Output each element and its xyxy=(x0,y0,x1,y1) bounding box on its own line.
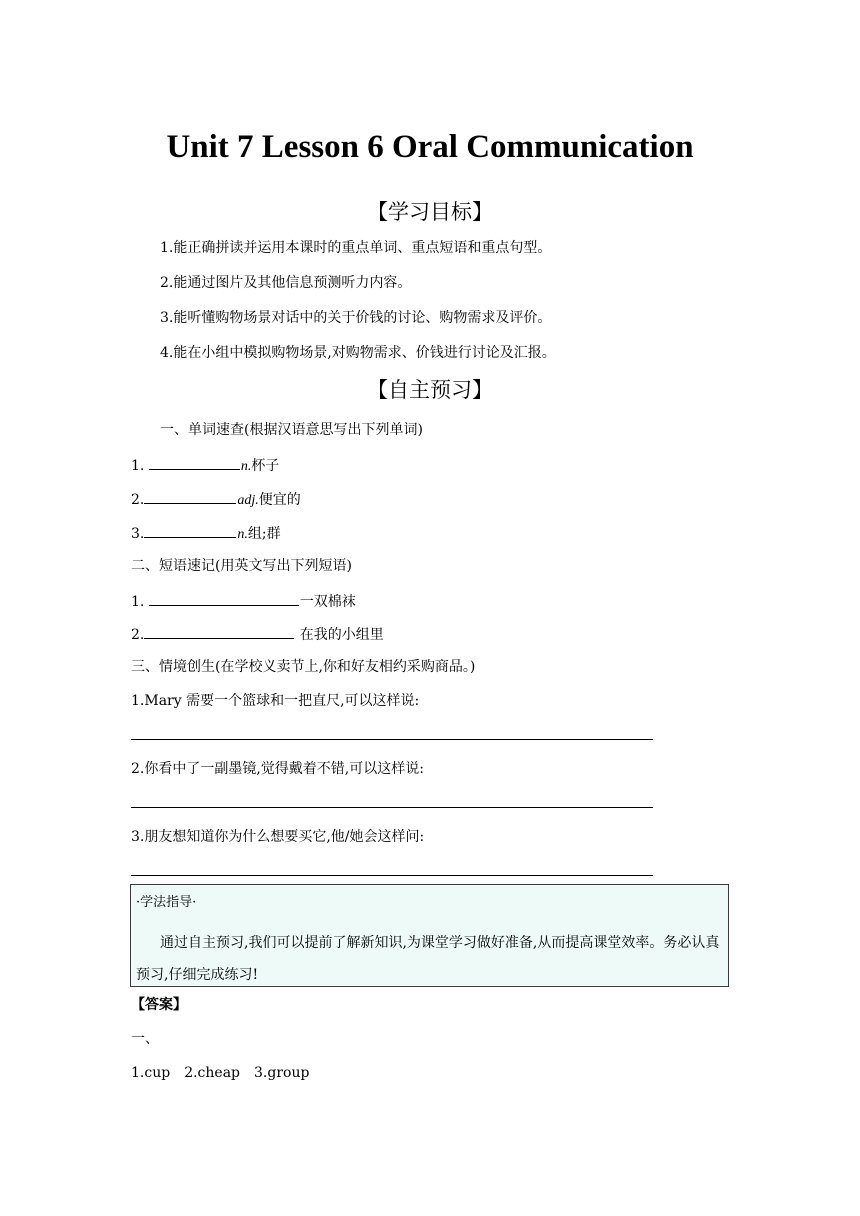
answer-blank[interactable] xyxy=(149,453,240,470)
study-tip-label: ·学法指导· xyxy=(136,895,197,910)
word-pos: adj. xyxy=(237,493,259,508)
answer-line[interactable] xyxy=(131,875,653,876)
phrase-item-2 xyxy=(131,622,384,646)
answer-blank[interactable] xyxy=(149,589,299,606)
word-number: 2. xyxy=(131,492,145,508)
word-item-1 xyxy=(131,453,279,478)
study-tip-box xyxy=(130,884,729,987)
answer-line[interactable] xyxy=(131,739,653,740)
phrase-item-1 xyxy=(131,589,356,613)
word-number: 3. xyxy=(131,526,145,542)
page-title: Unit 7 Lesson 6 Oral Communication xyxy=(166,129,694,165)
objective-item: 2.能通过图片及其他信息预测听力内容。 xyxy=(160,275,412,291)
phrase-number: 1. xyxy=(131,594,149,610)
answer-line[interactable] xyxy=(131,807,653,808)
phrase-meaning: 一双棉袜 xyxy=(299,594,356,610)
word-item-3 xyxy=(131,521,281,546)
answers-row xyxy=(131,1062,309,1084)
word-item-2 xyxy=(131,487,301,512)
answer-item: 2.cheap xyxy=(184,1065,240,1081)
objectives-heading: 【学习目标】 xyxy=(367,200,493,224)
situation-item: 3.朋友想知道你为什么想要买它,他/她会这样问: xyxy=(131,829,425,845)
objective-item: 3.能听懂购物场景对话中的关于价钱的讨论、购物需求及评价。 xyxy=(160,310,552,326)
word-meaning: 便宜的 xyxy=(258,492,301,508)
situation-item: 1.Mary 需要一个篮球和一把直尺,可以这样说: xyxy=(131,693,420,709)
answer-item: 1.cup xyxy=(131,1065,171,1081)
answers-heading: 【答案】 xyxy=(131,997,187,1013)
answers-part1: 一、 xyxy=(131,1031,159,1047)
answer-blank[interactable] xyxy=(144,622,294,639)
part2-title: 二、短语速记(用英文写出下列短语) xyxy=(131,558,352,574)
preview-heading: 【自主预习】 xyxy=(367,378,493,402)
objective-item: 1.能正确拼读并运用本课时的重点单词、重点短语和重点句型。 xyxy=(160,240,552,256)
word-pos: n. xyxy=(240,459,252,474)
part1-title: 一、单词速查(根据汉语意思写出下列单词) xyxy=(160,422,423,438)
word-number: 1. xyxy=(131,458,149,474)
word-meaning: 组;群 xyxy=(247,526,281,542)
answer-blank[interactable] xyxy=(144,521,236,538)
word-pos: n. xyxy=(237,527,248,542)
situation-item: 2.你看中了一副墨镜,觉得戴着不错,可以这样说: xyxy=(131,761,424,777)
study-tip-text: 通过自主预习,我们可以提前了解新知识,为课堂学习做好准备,从而提高课堂效率。务必认真预习,仔细完成练习! xyxy=(136,935,720,983)
phrase-meaning: 在我的小组里 xyxy=(295,627,384,643)
answer-item: 3.group xyxy=(254,1065,310,1081)
objective-item: 4.能在小组中模拟购物场景,对购物需求、价钱进行讨论及汇报。 xyxy=(160,345,556,361)
phrase-number: 2. xyxy=(131,627,145,643)
word-meaning: 杯子 xyxy=(251,458,280,474)
part3-title: 三、情境创生(在学校义卖节上,你和好友相约采购商品。) xyxy=(131,659,476,675)
answer-blank[interactable] xyxy=(144,487,236,504)
